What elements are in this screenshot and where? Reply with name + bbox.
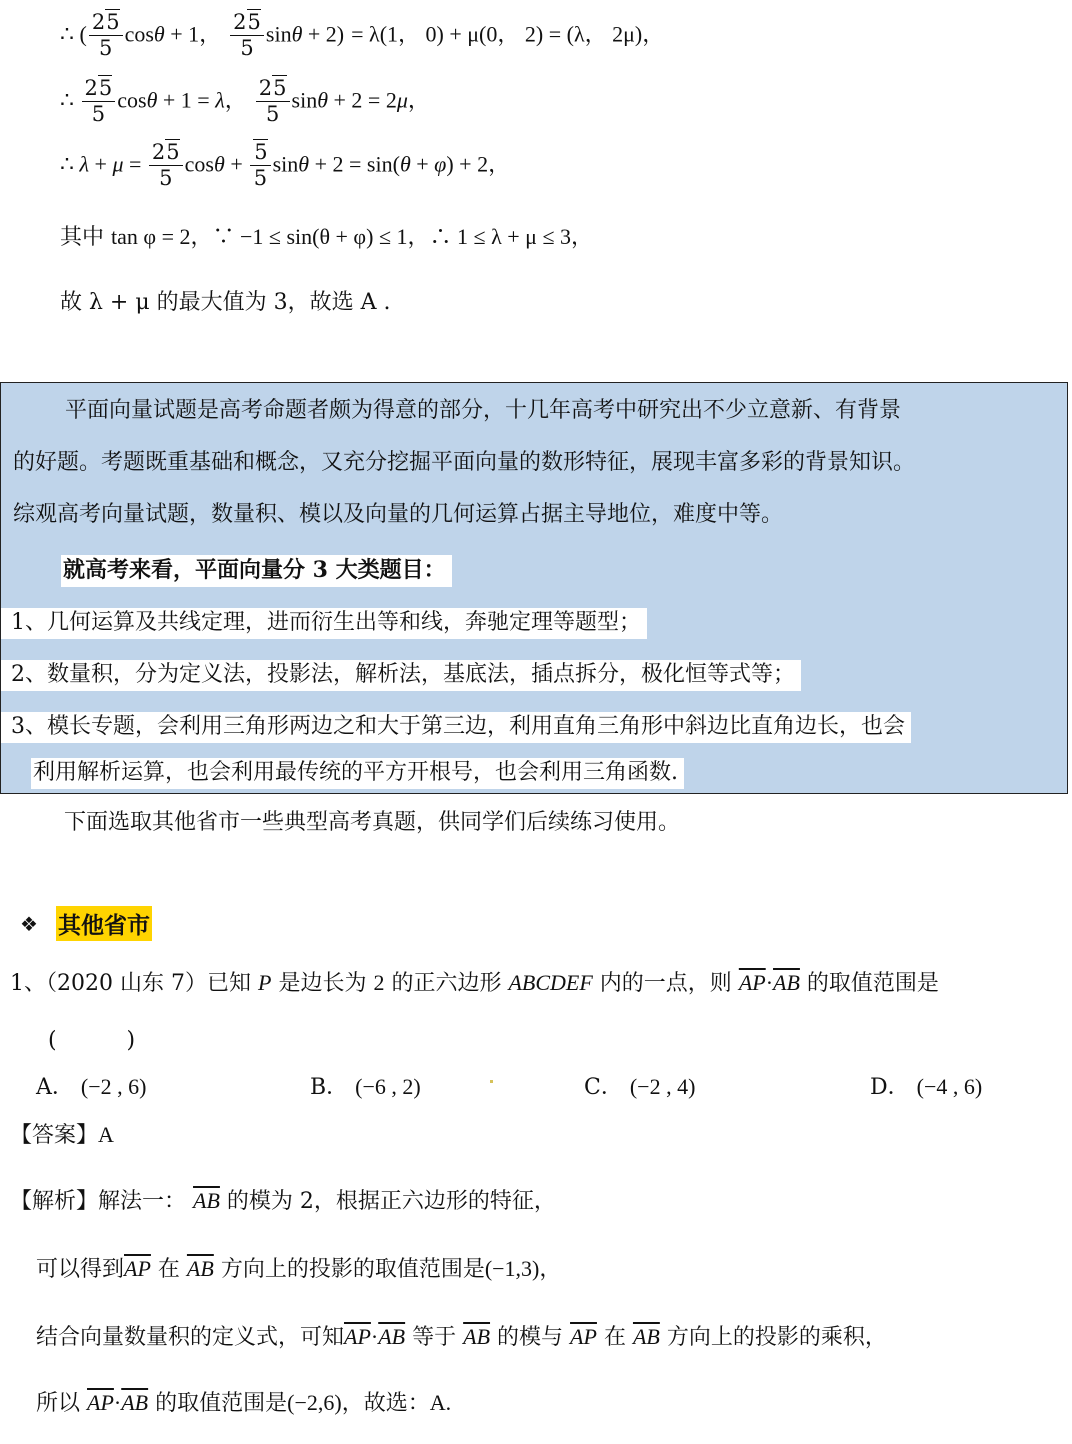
summary-paragraph-line-3: 综观高考向量试题，数量积、模以及向量的几何运算占据主导地位，难度中等。 xyxy=(13,502,784,527)
solution-line-1-tail: = λ(1， 0) + μ(0， 2) = (λ， 2μ)， xyxy=(351,21,665,47)
choice-a-value: (−2 , 6) xyxy=(80,1074,147,1099)
choice-b[interactable] xyxy=(310,1070,421,1101)
analysis-l3a: 结合向量数量积的定义式，可知 xyxy=(36,1325,345,1350)
problem-stem-d: 内的一点，则 xyxy=(599,971,732,996)
vector-ab: $\overline{AB}$ xyxy=(378,1324,406,1349)
analysis-l3d: 在 xyxy=(603,1325,626,1350)
summary-item-3-cont-row xyxy=(31,755,684,786)
summary-item-2-row xyxy=(1,657,801,688)
analysis-l4b: 的取值范围是 xyxy=(155,1391,288,1416)
solution-conclusion: 故 λ + μ 的最大值为 3，故选 A . xyxy=(60,290,391,315)
analysis-line-2 xyxy=(36,1258,561,1281)
analysis-l2b: 在 xyxy=(157,1257,180,1282)
analysis-l3e: 方向上的投影的乘积， xyxy=(666,1325,887,1350)
answer-value: A xyxy=(98,1122,114,1147)
choice-d[interactable] xyxy=(870,1070,982,1101)
analysis-l2a: 可以得到 xyxy=(36,1257,125,1282)
solution-line-4-expr: tan φ = 2，∵ −1 ≤ sin(θ + φ) ≤ 1，∴ 1 ≤ λ + μ ≤ 3， xyxy=(111,224,594,249)
summary-paragraph-line-1: 平面向量试题是高考命题者颇为得意的部分，十几年高考中研究出不少立意新、有背景 xyxy=(65,398,902,423)
choice-a[interactable] xyxy=(36,1070,146,1101)
answer-line xyxy=(10,1124,114,1147)
section-title: 其他省市 xyxy=(56,906,152,941)
vector-ab: $\overline{AB}$ xyxy=(121,1390,149,1415)
diamond-bullet-icon: ❖ xyxy=(20,912,38,936)
summary-paragraph-line-2: 的好题。考题既重基础和概念，又充分挖掘平面向量的数形特征，展现丰富多彩的背景知识。 xyxy=(13,450,916,475)
summary-item-2: 2、数量积，分为定义法，投影法，解析法，基底法，插点拆分，极化恒等式等； xyxy=(1,660,801,691)
problem-stem: 1、（2020 山东 7）已知 P 是边长为 2 的正六边形 ABCDEF 内的一点，则 $\overline{AP}\cdot\overline{AB}$ 的取值范围是 xyxy=(10,970,939,996)
solution-line-5 xyxy=(60,292,391,314)
summary-highlight-row xyxy=(61,553,452,584)
analysis-label: 【解析】 xyxy=(10,1189,99,1214)
choice-c[interactable] xyxy=(584,1070,695,1101)
solution-line-4-prefix: 其中 xyxy=(60,225,105,250)
solution-line-3: ∴ λ + μ = $\frac{25}{5}$ cosθ + $\frac{5}{5}$ sinθ + 2 = sin(θ + φ) + 2， xyxy=(60,140,511,190)
analysis-l1b: 的模为 2，根据正六边形的特征， xyxy=(226,1189,556,1214)
vector-ab: $\overline{AB}$ xyxy=(186,1256,214,1281)
summary-highlight-title: 就高考来看，平面向量分 3 大类题目： xyxy=(61,555,452,587)
stray-dot xyxy=(490,1080,493,1083)
choice-c-label: C． xyxy=(584,1075,623,1100)
choice-d-value: (−4 , 6) xyxy=(916,1074,983,1099)
analysis-line-1 xyxy=(10,1190,556,1213)
problem-stem-e: 的取值范围是 xyxy=(806,971,939,996)
intro-sentence: 下面选取其他省市一些典型高考真题，供同学们后续练习使用。 xyxy=(64,810,681,835)
vector-ap: $\overline{AP}$ xyxy=(570,1324,597,1349)
problem-stem-a: 1、（2020 山东 7）已知 xyxy=(10,971,251,996)
hexagon-name: ABCDEF xyxy=(508,970,593,995)
choice-d-label: D． xyxy=(870,1075,910,1100)
choice-c-value: (−2 , 4) xyxy=(629,1074,696,1099)
solution-line-2: ∴ $\frac{25}{5}$ cosθ + 1 = λ， $\frac{25}{5}$ sinθ + 2 = 2μ， xyxy=(60,76,430,126)
analysis-l2c: 方向上的投影的取值范围是 xyxy=(220,1257,485,1282)
solution-line-1: ∴ ( $\frac{25}{5}$ cosθ + 1， $\frac{25}{5}$ sinθ + 2) = λ(1， 0) + μ(0， 2) = (λ， 2μ)， xyxy=(60,10,665,60)
summary-item-1-row xyxy=(1,605,647,636)
summary-box xyxy=(0,382,1068,794)
choice-b-value: (−6 , 2) xyxy=(355,1074,421,1099)
side-length: 2 xyxy=(373,970,385,995)
answer-blank: ( ) xyxy=(48,1028,136,1053)
analysis-line-3: 结合向量数量积的定义式，可知$\overline{AP}\cdot\overline{AB}$ 等于 $\overline{AB}$ 的模与 $\overline{AP}$ 在 $\overline{AB}$ 方向上的投影的乘积， xyxy=(36,1324,887,1350)
point-p: P xyxy=(257,970,272,995)
problem-stem-c: 的正六边形 xyxy=(391,971,502,996)
vector-ap: $\overline{AP}$ xyxy=(124,1256,151,1281)
choice-a-label: A． xyxy=(36,1075,74,1100)
solution-line-4 xyxy=(60,226,593,249)
analysis-l2d: (−1,3)， xyxy=(484,1256,562,1281)
summary-item-3-continued: 利用解析运算，也会利用最传统的平方开根号，也会利用三角函数. xyxy=(31,758,684,789)
vector-ap: $\overline{AP}$ xyxy=(344,1324,371,1349)
vector-ab: $\overline{AB}$ xyxy=(193,1188,220,1213)
analysis-l4a: 所以 xyxy=(36,1391,81,1416)
vector-ap: $\overline{AP}$ xyxy=(87,1390,114,1415)
analysis-line-4: 所以 $\overline{AP}\cdot\overline{AB}$ 的取值范围是(−2,6)，故选：A. xyxy=(36,1390,452,1416)
answer-label: 【答案】 xyxy=(10,1123,99,1148)
summary-item-3: 3、模长专题，会利用三角形两边之和大于第三边，利用直角三角形中斜边比直角边长，也会 xyxy=(1,712,911,743)
summary-item-3-row xyxy=(1,709,911,740)
vector-ab: $\overline{AB}$ xyxy=(632,1324,660,1349)
choice-b-label: B． xyxy=(310,1075,349,1100)
analysis-l4c: (−2,6)，故选：A. xyxy=(287,1390,452,1415)
analysis-l3b: 等于 xyxy=(412,1325,457,1350)
analysis-l3c: 的模与 xyxy=(497,1325,564,1350)
vector-ap: $\overline{AP}$ xyxy=(738,970,766,995)
vector-ab: $\overline{AB}$ xyxy=(773,970,800,995)
summary-item-1: 1、几何运算及共线定理，进而衍生出等和线，奔驰定理等题型； xyxy=(1,608,647,639)
vector-ab: $\overline{AB}$ xyxy=(463,1324,491,1349)
analysis-l1a: 解法一： xyxy=(98,1189,187,1214)
problem-stem-b: 是边长为 xyxy=(278,971,367,996)
